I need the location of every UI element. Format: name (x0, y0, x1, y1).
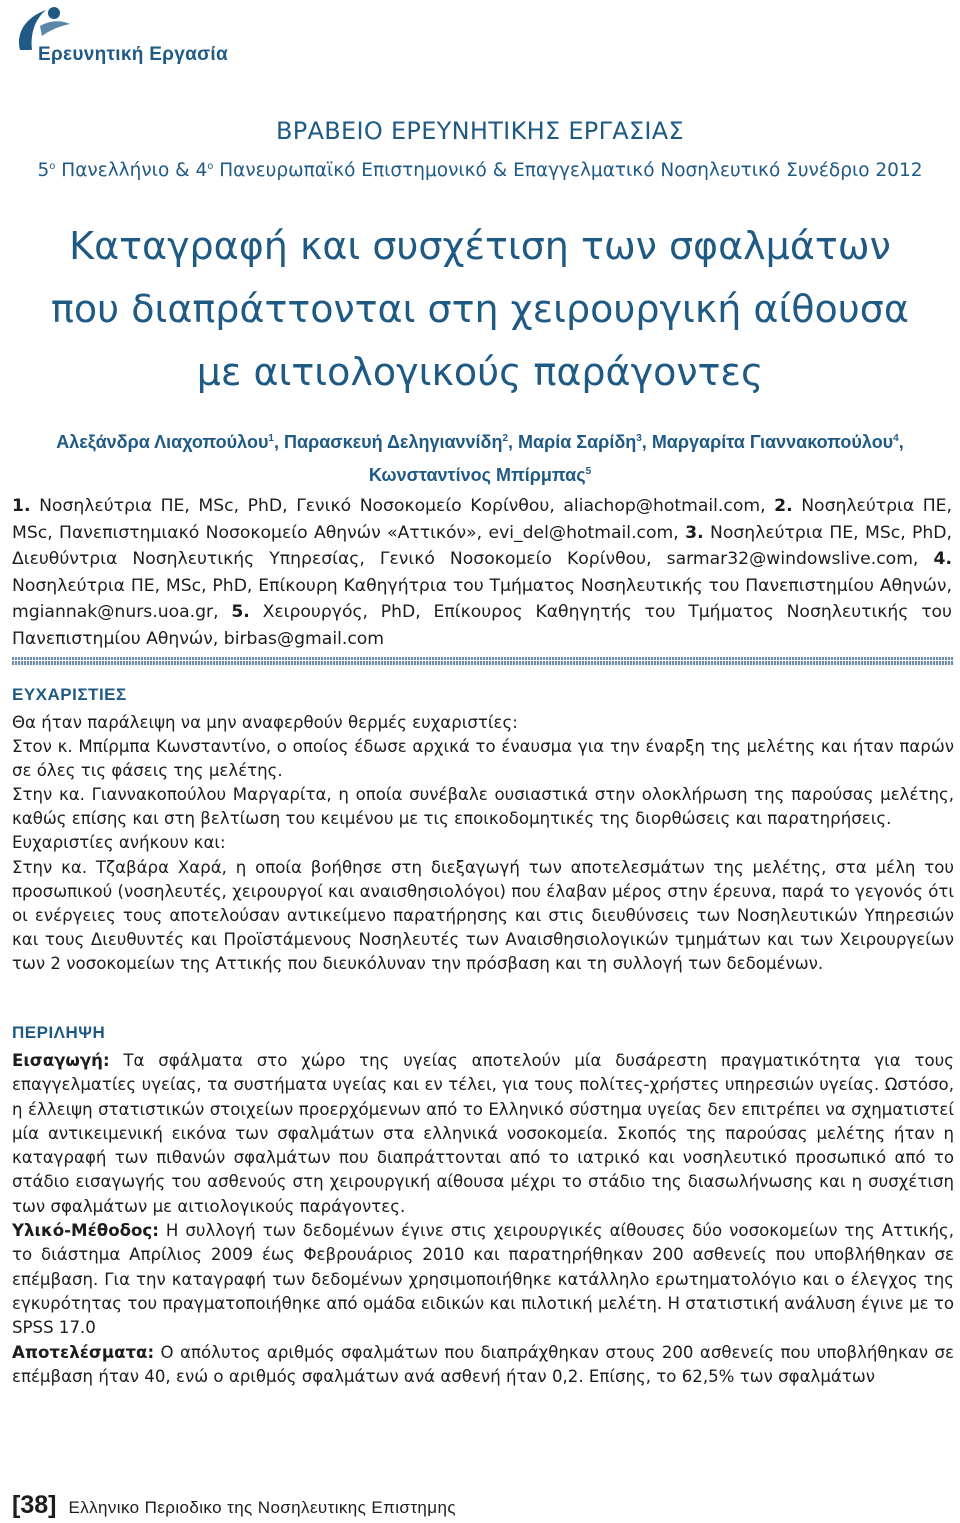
page-footer (12, 1491, 456, 1519)
paragraph: Ευχαριστίες ανήκουν και: (12, 833, 226, 853)
author-list: Αλεξάνδρα Λιαχοπούλου$^1$, Παρασκευή Δεληγιαννίδη$^2$, Μαρία Σαρίδη$^3$, Μαργαρίτα Γιαννακοπούλου$^4$, Κωνσταντίνος Μπίρμπας$^5$ (56, 432, 904, 485)
journal-name: Ελληνικο Περιοδικο της Νοσηλευτικης Επιστημης (68, 1498, 456, 1517)
acknowledgements-body (12, 711, 954, 976)
paragraph: Στην κα. Γιαννακοπούλου Μαργαρίτα, η οποία συνέβαλε ουσιαστικά στην ολοκλήρωση της παρούσας μελέτης, καθώς επίσης και στη βελτίωση του κειμένου με τις εποικοδομητικές της διορθώσεις και παρατηρήσεις. (12, 785, 954, 829)
author-name: Κωνσταντίνος Μπίρμπας (368, 465, 586, 485)
abstract-body (12, 1049, 954, 1389)
author-name: Μαργαρίτα Γιαννακοπούλου (651, 432, 894, 452)
title-line-1: Καταγραφή και συσχέτιση των σφαλμάτων (69, 224, 891, 268)
section-divider (12, 657, 954, 665)
article-title (0, 215, 960, 404)
title-line-3: με αιτιολογικούς παράγοντες (196, 350, 764, 394)
acknowledgements-heading: ΕΥΧΑΡΙΣΤΙΕΣ (12, 685, 127, 704)
abstract-section: Υλικό-Μέθοδος: Η συλλογή των δεδομένων έγινε στις χειρουργικές αίθουσες δύο νοσοκομείων της Αττικής, το διάστημα Απρίλιος 2009 έως Φεβρουάριος 2010 και παρατηρήθηκαν 200 ασθενείς που υποβλήθηκαν σε επέμβαση. Για την καταγραφή των δεδομένων χρησιμοποιήθηκε κατάλληλο ερωτηματολόγιο και ο έλεγχος της εγκυρότητας του πραγματοποιήθηκε από ομάδα ειδικών και πιλοτική μελέτη. Η στατιστική ανάλυση έγινε με το SPSS 17.0 (12, 1221, 954, 1338)
author-name: Μαρία Σαρίδη (518, 432, 637, 452)
paragraph: Στην κα. Τζαβάρα Χαρά, η οποία βοήθησε στη διεξαγωγή των αποτελεσμάτων της μελέτης, στα μέλη του προσωπικού (νοσηλευτές, χειρουργοί και αναισθησιολόγοι) που έλαβαν μέρος στην έρευνα, παρά το γεγονός ότι οι ενέργειες τους αποτελούσαν αντικείμενο παρατήρησης και στις διευθύνσεις των Νοσηλευτικών Υπηρεσιών και τους Διευθυντές και Προϊστάμενους Νοσηλευτές των Αναισθησιολογικών τμημάτων και των Χειρουργείων των 2 νοσοκομείων της Αττικής που διευκόλυναν την πρόσβαση και τη συλλογή των δεδομένων. (12, 857, 954, 973)
author-name: Παρασκευή Δεληγιαννίδη (284, 432, 503, 452)
abstract-heading: ΠΕΡΙΛΗΨΗ (12, 1023, 106, 1042)
title-line-2: που διαπράττονται στη χειρουργική αίθουσα (51, 287, 909, 331)
affiliations: 1. Νοσηλεύτρια ΠΕ, MSc, PhD, Γενικό Νοσοκομείο Κορίνθου, aliachop@hotmail.com, 2. Νοσηλεύτρια ΠΕ, MSc, Πανεπιστημιακό Νοσοκομείο Αθηνών «Αττικόν», evi_del@hotmail.com, 3. Νοσηλεύτρια ΠΕ, MSc, PhD, Διευθύντρια Νοσηλευτικής Υπηρεσίας, Γενικό Νοσοκομείο Κορίνθου, sarmar32@windowslive.com, 4. Νοσηλεύτρια ΠΕ, MSc, PhD, Επίκουρη Καθηγήτρια του Τμήματος Νοσηλευτικής του Πανεπιστημίου Αθηνών, mgiannak@nurs.uoa.gr, 5. Χειρουργός, PhD, Επίκουρος Καθηγητής του Τμήματος Νοσηλευτικής του Πανεπιστημίου Αθηνών, birbas@gmail.com (12, 496, 953, 649)
paragraph: Θα ήταν παράλειψη να μην αναφερθούν θερμές ευχαριστίες: (12, 713, 518, 732)
paragraph: Στον κ. Μπίρμπα Κωνσταντίνο, ο οποίος έδωσε αρχικά το έναυσμα για την έναρξη της μελέτης και ήταν παρών σε όλες τις φάσεις της μελέτης. (12, 737, 954, 781)
congress-line: $5^o$ Πανελλήνιο & $4^o$ Πανευρωπαϊκό Επιστημονικό & Επαγγελματικό Νοσηλευτικό Συνέδριο 2012 (37, 160, 923, 181)
author-name: Αλεξάνδρα Λιαχοπούλου (56, 432, 269, 452)
section-tag: Ερευνητική Εργασία (38, 44, 228, 65)
page-number: [38] (12, 1491, 57, 1519)
award-heading: ΒΡΑΒΕΙΟ ΕΡΕΥΝΗΤΙΚΗΣ ΕΡΓΑΣΙΑΣ (275, 117, 684, 145)
abstract-section: Αποτελέσματα: Ο απόλυτος αριθμός σφαλμάτων που διαπράχθηκαν στους 200 ασθενείς που υποβλήθηκαν σε επέμβαση ήταν 40, ενώ ο αριθμός σφαλμάτων ανά ασθενή ήταν 0,2. Επίσης, το 62,5% των σφαλμάτων (12, 1342, 954, 1386)
abstract-section: Εισαγωγή: Τα σφάλματα στο χώρο της υγείας αποτελούν μία δυσάρεστη πραγματικότητα για τους επαγγελματίες υγείας, τα συστήματα υγείας και εν τέλει, για τους πολίτες-χρήστες υπηρεσιών υγείας. Ωστόσο, η έλλειψη στατιστικών στοιχείων προερχόμενων από το Ελληνικό σύστημα υγείας δεν επιτρέπει να σχηματιστεί μία αντικειμενική εικόνα των σφαλμάτων στα ελληνικά νοσοκομεία. Σκοπός της παρούσας μελέτης ήταν η καταγραφή των πιθανών σφαλμάτων που διαπράττονται από το ιατρικό και νοσηλευτικό προσωπικό από το στάδιο εισαγωγής του ασθενούς στη χειρουργική αίθουσα μέχρι το στάδιο της διασωλήνωσης και η συσχέτιση των σφαλμάτων με αιτιολογικούς παράγοντες. (12, 1051, 954, 1216)
